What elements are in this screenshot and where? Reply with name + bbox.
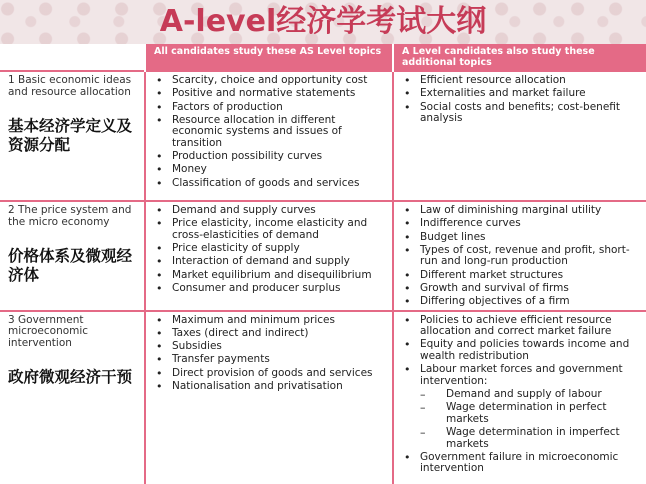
list-item: • Indifference curves — [400, 218, 642, 230]
list-item: • Price elasticity of supply — [152, 243, 388, 255]
sub-list-item: – Wage determination in perfect markets — [420, 402, 642, 425]
header-as-level: All candidates study these AS Level topics — [145, 44, 393, 71]
header-topic — [0, 44, 145, 71]
list-item: • Scarcity, choice and opportunity cost — [152, 75, 388, 87]
page-title: A-level经济学考试大纲 — [159, 4, 487, 39]
topic-label: 3 Government microeconomic intervention — [8, 313, 89, 349]
a-level-cell — [393, 201, 646, 311]
table-row — [0, 201, 646, 311]
table-header-row — [0, 44, 646, 71]
list-item: • Equity and policies towards income and wealth redistribution — [400, 339, 642, 362]
header-a-level: A Level candidates also study these additional topics — [393, 44, 646, 71]
as-topic-list — [152, 205, 388, 294]
as-level-cell — [145, 311, 393, 484]
list-item: • Production possibility curves — [152, 151, 388, 163]
list-item: • Demand and supply curves — [152, 205, 388, 217]
topic-chinese-label: 政府微观经济干预 — [8, 367, 133, 387]
syllabus-table — [0, 44, 646, 484]
a-topic-list — [400, 315, 642, 475]
a-level-cell — [393, 311, 646, 484]
list-item: • Government failure in microeconomic intervention — [400, 452, 642, 475]
topic-cell — [0, 201, 145, 311]
list-item: • Consumer and producer surplus — [152, 283, 388, 295]
topic-chinese-label: 价格体系及微观经济体 — [8, 246, 133, 284]
as-level-cell — [145, 71, 393, 201]
list-item: • Policies to achieve efficient resource allocation and correct market failure — [400, 315, 642, 338]
list-item: • Market equilibrium and disequilibrium — [152, 270, 388, 282]
list-item: • Interaction of demand and supply — [152, 256, 388, 268]
list-item: • Social costs and benefits; cost-benefit analysis — [400, 102, 642, 125]
list-item: • Transfer payments — [152, 354, 388, 366]
a-topic-list — [400, 205, 642, 308]
list-item: • Nationalisation and privatisation — [152, 381, 388, 393]
list-item: • Budget lines — [400, 232, 642, 244]
topic-chinese-label: 基本经济学定义及资源分配 — [8, 116, 133, 154]
list-item: • Taxes (direct and indirect) — [152, 328, 388, 340]
syllabus-sheet — [0, 44, 646, 484]
list-item: • Direct provision of goods and services — [152, 368, 388, 380]
a-level-cell — [393, 71, 646, 201]
list-item: • Positive and normative statements — [152, 88, 388, 100]
as-level-cell — [145, 201, 393, 311]
list-item: • Different market structures — [400, 270, 642, 282]
table-row — [0, 311, 646, 484]
list-item: • Price elasticity, income elasticity and cross-elasticities of demand — [152, 218, 388, 241]
sub-list-item: – Wage determination in imperfect markets — [420, 427, 642, 450]
as-topic-list — [152, 75, 388, 189]
list-item: • Resource allocation in different economic systems and issues of transition — [152, 115, 388, 150]
list-item: • Law of diminishing marginal utility — [400, 205, 642, 217]
topic-label: 1 Basic economic ideas and resource allocation — [8, 74, 132, 98]
table-row — [0, 71, 646, 201]
list-item: • Maximum and minimum prices — [152, 315, 388, 327]
list-item: • Growth and survival of firms — [400, 283, 642, 295]
list-item: • Differing objectives of a firm — [400, 296, 642, 308]
list-item: • Money — [152, 164, 388, 176]
list-item: • Subsidies — [152, 341, 388, 353]
topic-label: 2 The price system and the micro economy — [8, 204, 132, 228]
list-item: • Externalities and market failure — [400, 88, 642, 100]
sub-list-item: – Demand and supply of labour — [420, 389, 642, 401]
list-item: • Factors of production — [152, 102, 388, 114]
list-item: • Labour market forces and government intervention: — [400, 364, 642, 387]
list-item: • Types of cost, revenue and profit, short-run and long-run production — [400, 245, 642, 268]
a-topic-list — [400, 75, 642, 125]
topic-cell — [0, 71, 145, 201]
list-item: • Efficient resource allocation — [400, 75, 642, 87]
list-item: • Classification of goods and services — [152, 178, 388, 190]
as-topic-list — [152, 315, 388, 393]
topic-cell — [0, 311, 145, 484]
